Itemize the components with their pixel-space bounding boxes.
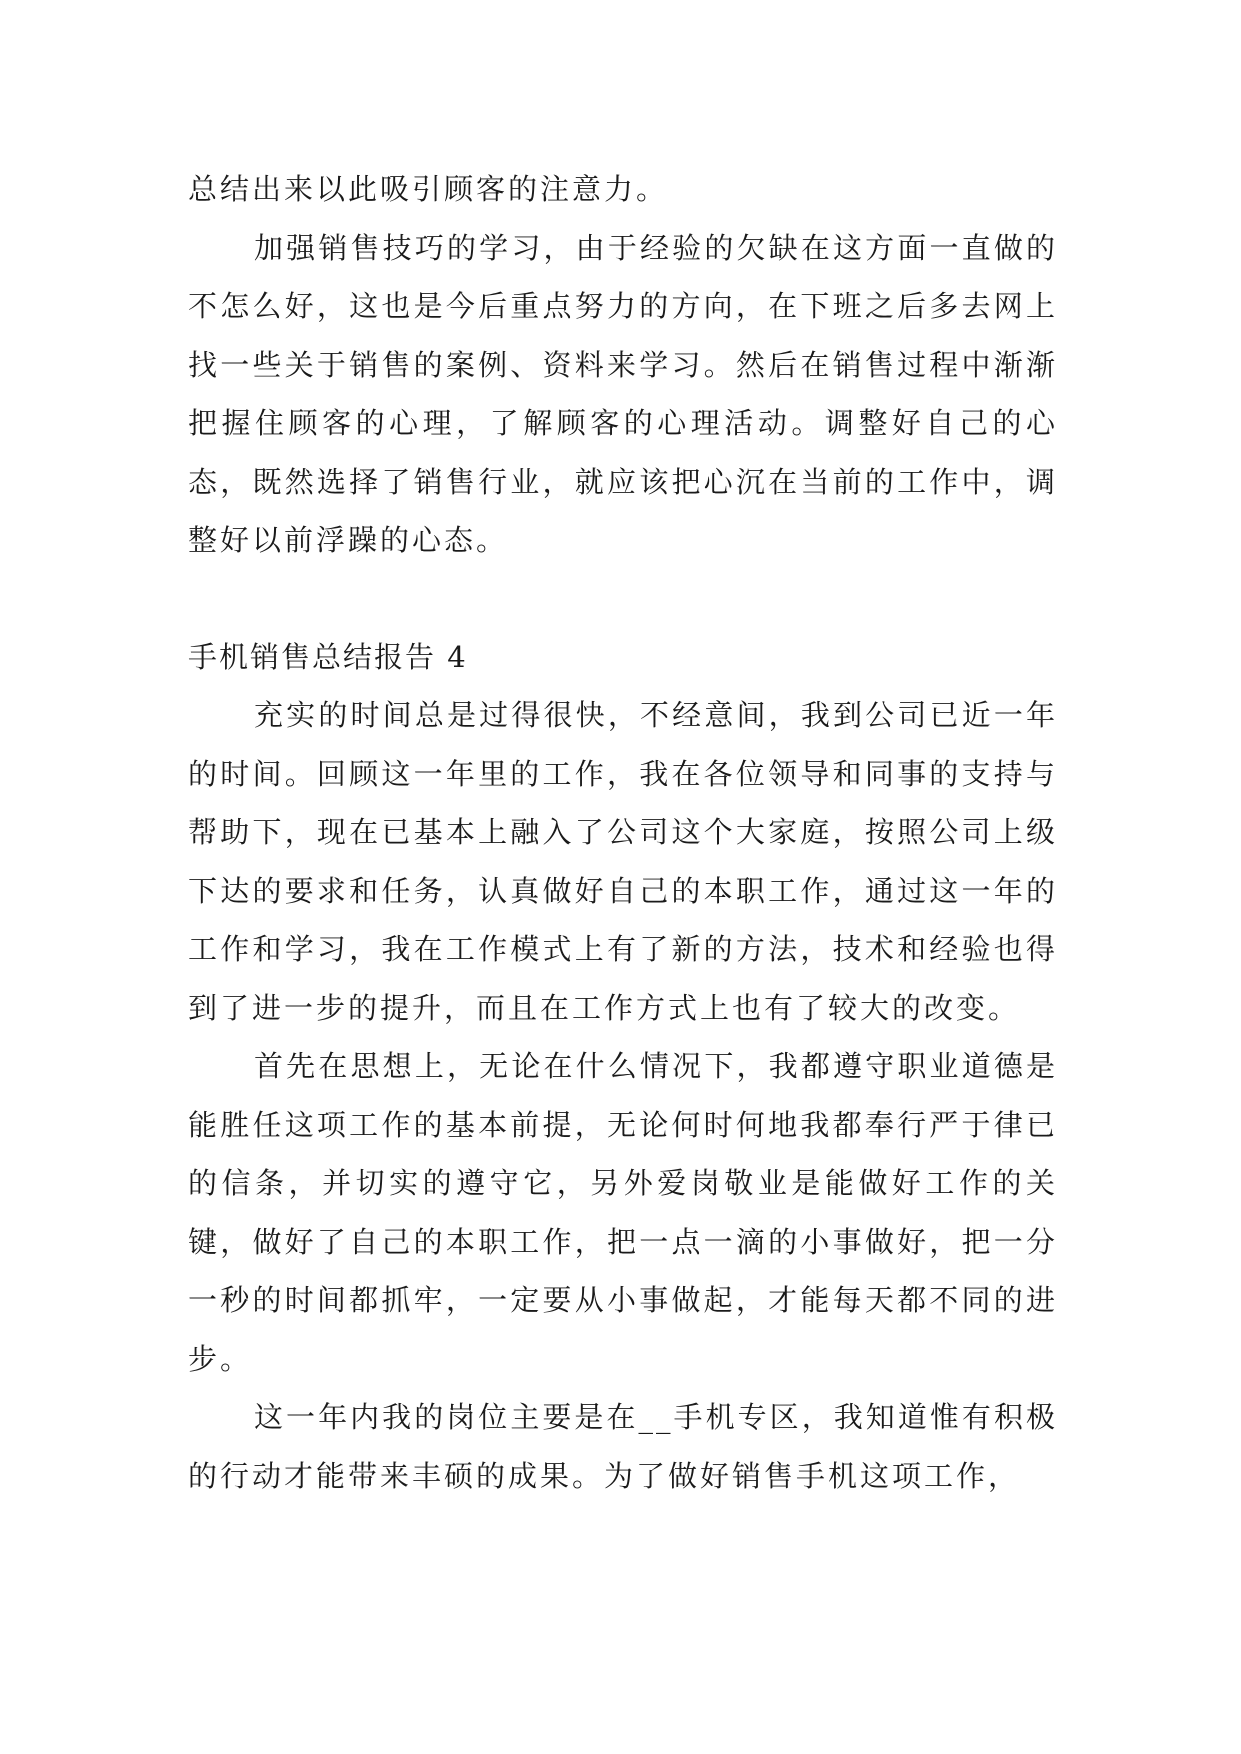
section-paragraph-2: 首先在思想上，无论在什么情况下，我都遵守职业道德是能胜任这项工作的基本前提，无论何时何地我都奉行严于律已的信条，并切实的遵守它，另外爱岗敬业是能做好工作的关键，做好了自己的本职工作，把一点一滴的小事做好，把一分一秒的时间都抓牢，一定要从小事做起，才能每天都不同的进步。: [188, 1049, 1058, 1376]
document-body: [188, 160, 1058, 1505]
paragraph-1: 总结出来以此吸引顾客的注意力。: [188, 172, 669, 206]
section-paragraph-1: 充实的时间总是过得很快，不经意间，我到公司已近一年的时间。回顾这一年里的工作，我在各位领导和同事的支持与帮助下，现在已基本上融入了公司这个大家庭，按照公司上级下达的要求和任务，认真做好自己的本职工作，通过这一年的工作和学习，我在工作模式上有了新的方法，技术和经验也得到了进一步的提升，而且在工作方式上也有了较大的改变。: [188, 698, 1058, 1025]
paragraph-2: 加强销售技巧的学习，由于经验的欠缺在这方面一直做的不怎么好，这也是今后重点努力的方向，在下班之后多去网上找一些关于销售的案例、资料来学习。然后在销售过程中渐渐把握住顾客的心理，了解顾客的心理活动。调整好自己的心态，既然选择了销售行业，就应该把心沉在当前的工作中，调整好以前浮躁的心态。: [188, 230, 1058, 557]
section-heading: 手机销售总结报告 4: [188, 639, 468, 674]
section-paragraph-3: 这一年内我的岗位主要是在__手机专区，我知道惟有积极的行动才能带来丰硕的成果。为了做好销售手机这项工作，: [188, 1400, 1058, 1493]
